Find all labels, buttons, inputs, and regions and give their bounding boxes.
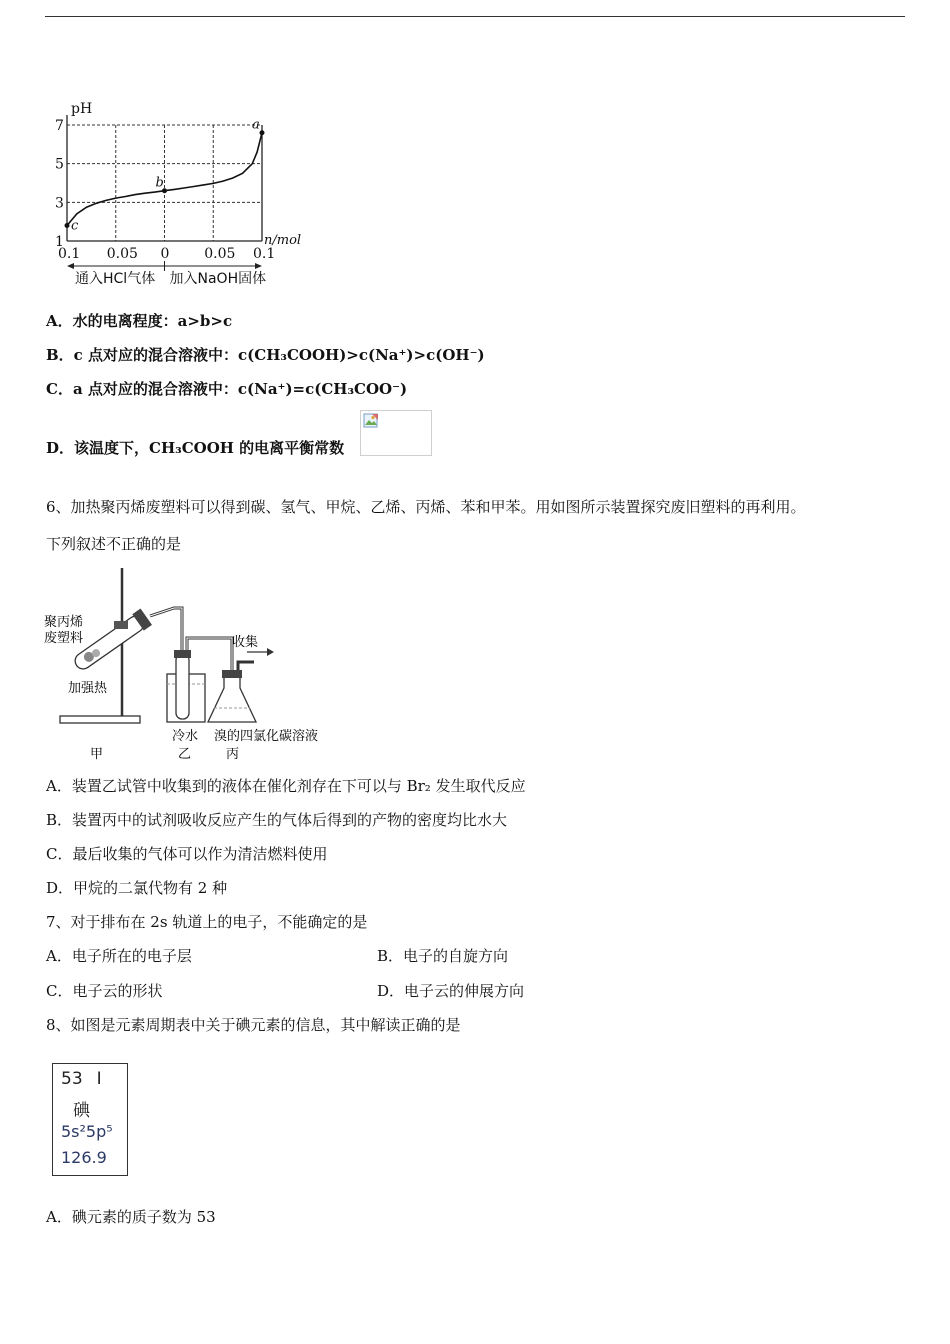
q7-option-a: A．电子所在的电子层 — [46, 947, 192, 965]
q7-option-d: D．电子云的伸展方向 — [377, 982, 525, 1000]
q7-stem: 7、对于排布在 2s 轨道上的电子，不能确定的是 — [46, 913, 368, 931]
x-tick-label: 0.1 — [58, 246, 81, 262]
label-bing: 丙 — [226, 747, 240, 762]
outlet-tube — [238, 662, 254, 670]
q6-option-a: A．装置乙试管中收集到的液体在催化剂存在下可以与 Br₂ 发生取代反应 — [46, 777, 526, 795]
label-cold: 冷水 — [172, 729, 199, 744]
point-label-c: c — [71, 218, 79, 234]
q5-option-d: D．该温度下，CH₃COOH 的电离平衡常数 — [46, 439, 345, 457]
test-tube-yi — [176, 654, 189, 719]
x-axis-title: n/mol — [264, 233, 302, 248]
q6-stem-line1: 6、加热聚丙烯废塑料可以得到碳、氢气、甲烷、乙烯、丙烯、苯和甲苯。用如图所示装置探究废旧塑料的再利用。 — [46, 498, 806, 516]
element-name: 碘 — [73, 1101, 90, 1121]
element-symbol: I — [96, 1069, 102, 1089]
x-tick-label: 0.1 — [253, 246, 276, 262]
x-tick-label: 0.05 — [106, 246, 138, 262]
y-tick-label: 1 — [55, 234, 64, 250]
top-rule — [45, 16, 905, 17]
label-plastic2: 废塑料 — [44, 631, 84, 646]
ph-titration-chart — [40, 95, 310, 295]
q6-option-d: D．甲烷的二氯代物有 2 种 — [46, 879, 228, 897]
y-axis-title: pH — [71, 101, 93, 117]
right-arrowhead — [255, 263, 262, 269]
q8-stem: 8、如图是元素周期表中关于碘元素的信息，其中解读正确的是 — [46, 1016, 461, 1034]
label-bromine: 溴的四氯化碳溶液 — [214, 729, 319, 744]
y-tick-label: 5 — [55, 156, 64, 173]
q6-stem-line2: 下列叙述不正确的是 — [46, 535, 182, 553]
left-direction-label: 通入HCl气体 — [75, 271, 156, 287]
q7-option-b: B．电子的自旋方向 — [377, 947, 509, 965]
y-tick-label: 7 — [55, 118, 64, 134]
stand-base — [60, 716, 140, 723]
iodine-element-card — [52, 1063, 128, 1176]
x-tick-label: 0 — [160, 246, 170, 262]
left-arrowhead — [67, 263, 74, 269]
q7-option-c: C．电子云的形状 — [46, 982, 163, 1000]
point-label-b: b — [155, 175, 164, 191]
label-yi: 乙 — [178, 747, 192, 762]
q8-option-a: A．碘元素的质子数为 53 — [46, 1208, 216, 1226]
label-collect: 收集 — [232, 635, 259, 650]
x-tick-label: 0.05 — [204, 246, 236, 262]
apparatus-diagram — [42, 566, 342, 766]
data-point-c — [65, 223, 70, 228]
element-configuration: 5s²5p⁵ — [61, 1122, 113, 1141]
element-number-symbol — [61, 1069, 102, 1089]
y-tick-label: 3 — [55, 195, 64, 212]
label-heat: 加强热 — [68, 681, 108, 696]
label-plastic1: 聚丙烯 — [44, 615, 84, 630]
point-label-a: a — [252, 117, 260, 133]
flask-bing — [208, 674, 256, 722]
broken-image-icon — [363, 413, 379, 429]
broken-image-placeholder — [360, 410, 432, 456]
label-jia: 甲 — [90, 747, 104, 762]
q5-option-a: A．水的电离程度：a>b>c — [46, 312, 233, 330]
test-tube-jia — [71, 609, 152, 674]
data-point-a — [260, 130, 265, 135]
q6-option-c: C．最后收集的气体可以作为清洁燃料使用 — [46, 845, 328, 863]
q5-option-b: B．c 点对应的混合溶液中：c(CH₃COOH)>c(Na⁺)>c(OH⁻) — [46, 346, 485, 364]
q6-option-b: B．装置丙中的试剂吸收反应产生的气体后得到的产物的密度均比水大 — [46, 811, 508, 829]
q5-option-c: C．a 点对应的混合溶液中：c(Na⁺)=c(CH₃COO⁻) — [46, 380, 408, 398]
right-direction-label: 加入NaOH固体 — [169, 271, 267, 287]
element-mass: 126.9 — [61, 1148, 107, 1167]
element-number: 53 — [61, 1069, 83, 1089]
